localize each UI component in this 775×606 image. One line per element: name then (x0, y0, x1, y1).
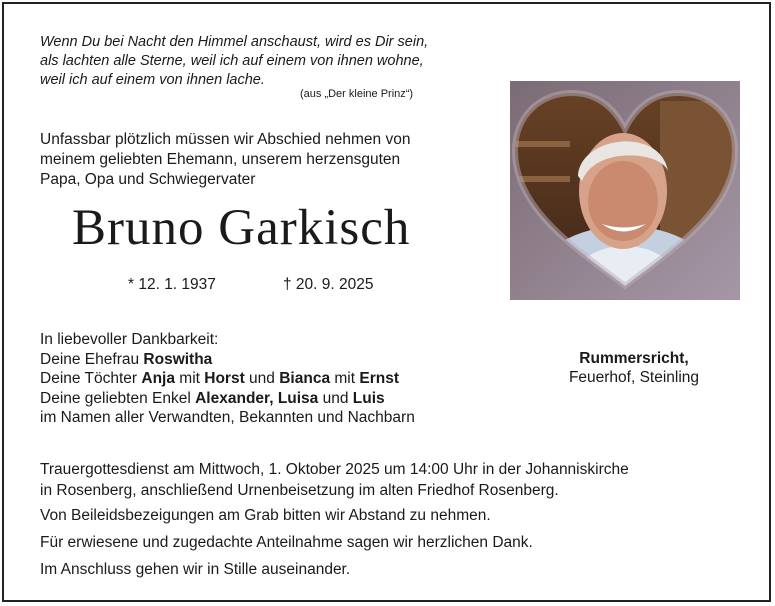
family-line (40, 350, 415, 370)
intro-line: Unfassbar plötzlich müssen wir Abschied nehmen von (40, 131, 411, 148)
family-name: Luis (352, 389, 385, 407)
quote-line: als lachten alle Sterne, weil ich auf einem von ihnen wohne, (40, 53, 424, 69)
portrait-photo (510, 81, 740, 300)
family-text: mit (174, 370, 205, 387)
family-text: Deine Ehefrau (40, 350, 144, 368)
note-condolences: Von Beileidsbezeigungen am Grab bitten wir Abstand zu nehmen. (40, 507, 491, 524)
family-name: Anja (141, 370, 175, 387)
quote-block (40, 33, 428, 90)
family-name: Roswitha (143, 350, 213, 368)
deceased-name: Bruno Garkisch (72, 200, 411, 256)
family-name: Alexander, Luisa (195, 389, 319, 407)
note-silence: Im Anschluss gehen wir in Stille auseinander. (40, 561, 351, 578)
family-text: Deine Töchter (40, 370, 142, 387)
intro-line: Papa, Opa und Schwiegervater (40, 171, 256, 188)
intro-line: meinem geliebten Ehemann, unserem herzensguten (40, 151, 401, 168)
quote-source: (aus „Der kleine Prinz“) (300, 88, 414, 100)
intro-block (40, 130, 410, 190)
family-block (40, 330, 415, 428)
service-line: Trauergottesdienst am Mittwoch, 1. Oktober 2025 um 14:00 Uhr in der Johanniskirche (40, 461, 629, 478)
obituary-frame (2, 2, 771, 602)
place-town (544, 349, 724, 368)
place-detail: Feuerhof, Steinling (568, 369, 700, 386)
family-line (40, 369, 415, 389)
family-text: mit (330, 370, 360, 387)
quote-line: Wenn Du bei Nacht den Himmel anschaust, wird es Dir sein, (40, 34, 429, 50)
family-text: und (244, 370, 280, 387)
family-name: Bianca (279, 370, 331, 387)
family-line (40, 389, 415, 409)
family-line: im Namen aller Verwandten, Bekannten und Nachbarn (40, 409, 415, 426)
death-date: † 20. 9. 2025 (283, 276, 374, 293)
family-text: und (318, 389, 353, 407)
place-town-text: Rummersricht, (579, 350, 689, 367)
quote-line: weil ich auf einem von ihnen lache. (40, 72, 265, 88)
service-line: in Rosenberg, anschließend Urnenbeisetzung im alten Friedhof Rosenberg. (40, 481, 559, 499)
family-name: Horst (204, 370, 245, 387)
birth-date: * 12. 1. 1937 (128, 276, 216, 293)
note-thanks: Für erwiesene und zugedachte Anteilnahme sagen wir herzlichen Dank. (40, 534, 533, 551)
service-block (40, 460, 629, 501)
family-text: Deine geliebten Enkel (40, 389, 196, 407)
family-line: In liebevoller Dankbarkeit: (40, 331, 219, 348)
place-block (544, 349, 724, 387)
family-name: Ernst (359, 370, 399, 387)
